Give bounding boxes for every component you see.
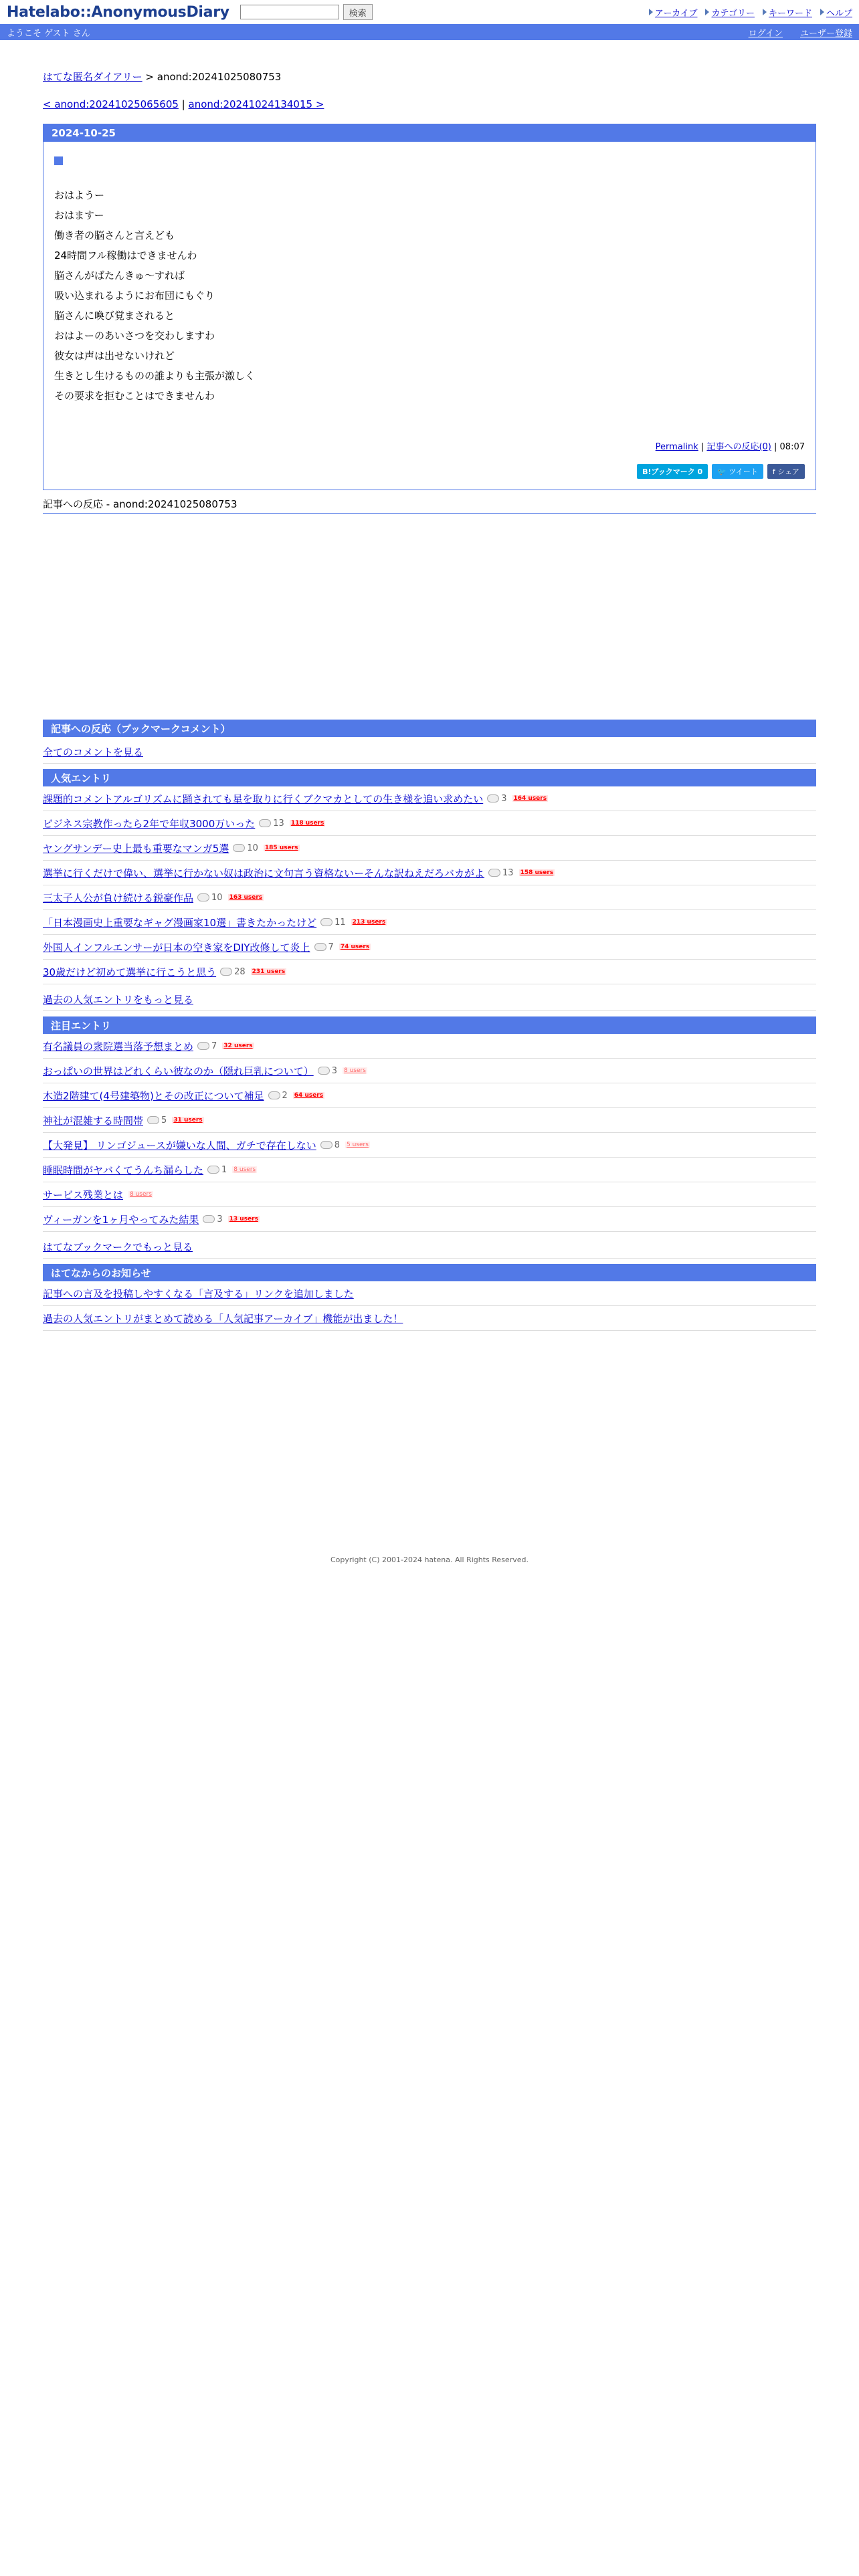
facebook-share-button[interactable]: f シェア <box>767 464 805 479</box>
comment-bubble-icon <box>320 1141 332 1149</box>
list-item <box>43 910 816 935</box>
breadcrumb-home[interactable]: はてな匿名ダイアリー <box>43 71 142 83</box>
entry-link[interactable]: 選挙に行くだけで偉い、選挙に行かない奴は政治に文句言う資格ないーそんな訳ねえだろバカがよ <box>43 867 485 879</box>
popular-more-row <box>43 984 816 1011</box>
users-badge[interactable]: 13 users <box>229 1216 258 1222</box>
users-badge[interactable]: 8 users <box>130 1191 152 1198</box>
users-badge[interactable]: 8 users <box>233 1166 256 1173</box>
comment-bubble-icon <box>220 968 232 976</box>
reactions-heading: 記事への反応 - anond:20241025080753 <box>43 497 816 514</box>
entry-line: 生きとし生けるものの誰よりも主張が激しく <box>54 370 256 382</box>
popular-entries-list <box>43 786 816 984</box>
users-badge[interactable]: 8 users <box>343 1067 366 1074</box>
users-badge[interactable]: 32 users <box>223 1043 253 1049</box>
comment-bubble-icon <box>318 1067 330 1075</box>
users-badge[interactable]: 64 users <box>294 1092 324 1099</box>
entry-time: 08:07 <box>779 442 805 452</box>
list-item <box>43 786 816 811</box>
popular-more-link[interactable]: 過去の人気エントリをもっと見る <box>43 994 194 1006</box>
users-badge[interactable]: 231 users <box>252 968 286 975</box>
users-badge[interactable]: 213 users <box>352 919 386 926</box>
list-item <box>43 1034 816 1059</box>
copyright: Copyright (C) 2001-2024 hatena. All Rights Reserved. <box>330 1555 529 1564</box>
main-content <box>43 40 816 1564</box>
breadcrumb-current: anond:20241025080753 <box>157 71 282 83</box>
users-badge[interactable]: 31 users <box>173 1117 203 1123</box>
comment-bubble-icon <box>203 1215 215 1223</box>
triangle-icon <box>820 9 824 15</box>
entry-line: 24時間フル稼働はできませんわ <box>54 249 197 261</box>
list-item <box>43 861 816 885</box>
bookmark-comments-heading: 記事への反応（ブックマークコメント） <box>43 720 816 737</box>
entry-link[interactable]: 課題的コメントアルゴリズムに踊されても星を取りに行くブクマカとしての生き様を追い求めたい <box>43 792 484 805</box>
menu-archive[interactable]: アーカイブ <box>649 6 698 19</box>
menu-category[interactable]: カテゴリー <box>705 6 754 19</box>
list-item <box>43 1207 816 1232</box>
comment-count: 28 <box>220 967 246 977</box>
list-item <box>43 935 816 960</box>
popular-entries-heading: 人気エントリ <box>43 769 816 786</box>
comment-count: 8 <box>320 1140 340 1150</box>
comment-count: 5 <box>147 1115 167 1125</box>
attention-entries-list <box>43 1034 816 1232</box>
prev-entry-link[interactable]: < anond:20241025065605 <box>43 98 179 110</box>
news-heading: はてなからのお知らせ <box>43 1264 816 1281</box>
permalink[interactable]: Permalink <box>655 442 698 452</box>
comment-bubble-icon <box>268 1091 280 1099</box>
comment-count: 7 <box>197 1041 217 1051</box>
comment-bubble-icon <box>259 819 271 827</box>
entry-link[interactable]: おっぱいの世界はどれくらい彼なのか（隠れ巨乳について） <box>43 1065 314 1077</box>
comment-count: 3 <box>318 1066 337 1076</box>
comment-count: 2 <box>268 1091 288 1101</box>
comment-count: 13 <box>259 819 284 829</box>
entry-link[interactable]: ヴィーガンを1ヶ月やってみた結果 <box>43 1213 199 1226</box>
ad-space <box>43 514 816 714</box>
entry-link[interactable]: 外国人インフルエンサーが日本の空き家をDIY改修して炎上 <box>43 941 310 954</box>
entry-line: その要求を拒むことはできませんわ <box>54 390 215 402</box>
list-item <box>43 1281 816 1306</box>
user-links <box>749 26 852 39</box>
comment-count: 10 <box>233 843 258 853</box>
entry-link[interactable]: 三太子人公が負け続ける鋭豪作品 <box>43 891 194 904</box>
list-item <box>43 1108 816 1133</box>
comment-bubble-icon <box>320 918 332 926</box>
entry-line: 脳さんに喚び覚まされると <box>54 310 175 322</box>
list-item <box>43 811 816 836</box>
comment-count: 1 <box>207 1165 227 1175</box>
entry-link[interactable]: 木造2階建て(4号建築物)とその改正について補足 <box>43 1089 264 1102</box>
diary-entry <box>43 124 816 490</box>
entry-anchor-square[interactable] <box>54 156 63 165</box>
news-link[interactable]: 記事への言及を投稿しやすくなる「言及する」リンクを追加しました <box>43 1287 354 1300</box>
entry-line: 彼女は声は出せないけれど <box>54 350 175 362</box>
comment-count: 13 <box>488 868 514 878</box>
reactions-link[interactable]: 記事への反応(0) <box>706 442 771 452</box>
comment-count: 10 <box>197 893 223 903</box>
breadcrumb: はてな匿名ダイアリー > anond:20241025080753 <box>43 71 282 83</box>
attention-more-row <box>43 1232 816 1259</box>
top-banner <box>0 0 859 24</box>
site-logo[interactable]: Hatelabo::AnonymousDiary <box>7 3 229 21</box>
list-item <box>43 885 816 910</box>
search-input[interactable] <box>240 5 339 19</box>
news-list <box>43 1281 816 1331</box>
comment-count: 11 <box>320 918 346 928</box>
list-item <box>43 1158 816 1182</box>
list-item <box>43 1083 816 1108</box>
all-comments-row <box>43 737 816 764</box>
list-item <box>43 1306 816 1331</box>
list-item <box>43 1133 816 1158</box>
register-link[interactable]: ユーザー登録 <box>799 28 852 39</box>
comment-bubble-icon <box>233 844 245 852</box>
entry-line: おはよーのあいさつを交わしますわ <box>54 330 215 342</box>
comment-bubble-icon <box>197 1042 209 1050</box>
entry-line: 脳さんがばたんきゅ〜すれば <box>54 270 185 282</box>
comment-bubble-icon <box>197 893 209 901</box>
list-item <box>43 1059 816 1083</box>
entry-link[interactable]: 有名議員の衆院選当落予想まとめ <box>43 1040 194 1053</box>
users-badge[interactable]: 164 users <box>513 795 547 802</box>
comment-bubble-icon <box>314 943 326 951</box>
all-comments-link[interactable]: 全てのコメントを見る <box>43 746 144 758</box>
menu-keyword[interactable]: キーワード <box>763 6 812 19</box>
user-bar <box>0 24 859 40</box>
comment-bubble-icon <box>207 1166 219 1174</box>
entry-link[interactable]: ヤングサンデー史上最も重要なマンガ5選 <box>43 842 229 855</box>
search-form <box>240 4 373 20</box>
entry-link[interactable]: ビジネス宗教作ったら2年で年収3000万いった <box>43 817 256 830</box>
triangle-icon <box>705 9 709 15</box>
users-badge[interactable]: 118 users <box>290 820 324 827</box>
comment-count: 3 <box>203 1214 222 1224</box>
entry-date: 2024-10-25 <box>43 124 816 142</box>
triangle-icon <box>763 9 767 15</box>
entry-line: 吸い込まれるようにお布団にもぐり <box>54 290 215 302</box>
next-entry-link[interactable]: anond:20241024134015 > <box>188 98 324 110</box>
search-button[interactable]: 検索 <box>343 4 373 20</box>
entry-text <box>54 185 805 406</box>
users-badge[interactable]: 74 users <box>340 944 370 950</box>
users-badge[interactable]: 185 users <box>264 845 298 851</box>
entry-line: おはようー <box>54 189 105 201</box>
entry-link[interactable]: 神社が混雑する時間帯 <box>43 1114 144 1127</box>
entry-line: おはますー <box>54 209 104 221</box>
welcome-text: ようこそ ゲスト さん <box>7 28 90 39</box>
news-link[interactable]: 過去の人気エントリがまとめて読める「人気記事アーカイブ」機能が出ました！ <box>43 1312 403 1325</box>
users-badge[interactable]: 163 users <box>229 894 263 901</box>
comment-bubble-icon <box>487 794 499 802</box>
entry-link[interactable]: サービス残業とは <box>43 1188 124 1201</box>
facebook-icon: f <box>772 467 778 476</box>
list-item <box>43 1182 816 1207</box>
share-buttons <box>54 464 805 479</box>
entry-nav: < anond:20241025065605 | anond:20241024134015 > <box>43 98 324 110</box>
twitter-icon: 🐦 <box>717 467 729 476</box>
hatena-bookmark-button[interactable]: B!ブックマーク 0 <box>637 464 708 479</box>
menu-help[interactable]: ヘルプ <box>820 6 852 19</box>
comment-bubble-icon <box>147 1116 159 1124</box>
comment-count: 3 <box>487 794 506 804</box>
entry-footer: Permalink | 記事への反応(0) | 08:07 <box>655 442 805 452</box>
entry-link[interactable]: 30歳だけど初めて選挙に行こうと思う <box>43 966 217 978</box>
comment-count: 7 <box>314 942 334 952</box>
attention-entries-heading: 注目エントリ <box>43 1016 816 1034</box>
entry-link[interactable]: 【大発見】 リンゴジュースが嫌いな人間、ガチで存在しない <box>43 1139 316 1152</box>
users-badge[interactable]: 158 users <box>520 869 554 876</box>
triangle-icon <box>649 9 653 15</box>
tweet-button[interactable]: 🐦 ツイート <box>712 464 763 479</box>
users-badge[interactable]: 5 users <box>347 1142 369 1148</box>
login-link[interactable]: ログイン <box>748 28 783 39</box>
top-menu <box>649 6 852 19</box>
list-item <box>43 960 816 984</box>
comment-bubble-icon <box>488 869 500 877</box>
entry-line: 働き者の脳さんと言えども <box>54 229 175 241</box>
entry-link[interactable]: 睡眠時間がヤバくてうんち漏らした <box>43 1164 204 1176</box>
list-item <box>43 836 816 861</box>
entry-body <box>43 142 816 490</box>
attention-more-link[interactable]: はてなブックマークでもっと見る <box>43 1241 193 1253</box>
entry-link[interactable]: 「日本漫画史上重要なギャグ漫画家10選」書きたかったけど <box>43 916 317 929</box>
